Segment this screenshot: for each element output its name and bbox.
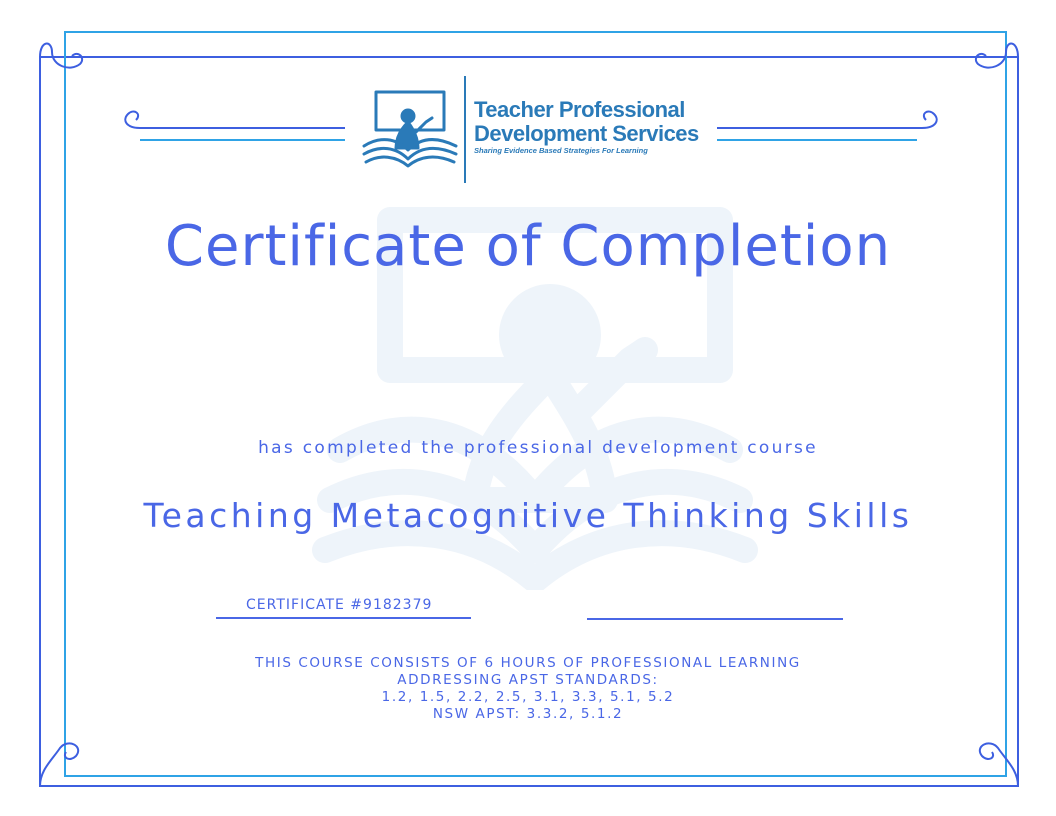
- certificate-number: CERTIFICATE #9182379: [246, 597, 433, 613]
- corner-scroll-top-right: [976, 44, 1018, 68]
- course-hours-detail: THIS COURSE CONSISTS OF 6 HOURS OF PROFESSIONAL LEARNING: [255, 655, 801, 671]
- completion-statement: has completed the professional development course: [258, 438, 818, 458]
- corner-scroll-bottom-right: [980, 743, 1018, 786]
- header-flourish-right: [717, 112, 937, 140]
- certificate-title: Certificate of Completion: [164, 214, 892, 279]
- logo-name-line1: Teacher Professional: [474, 97, 685, 122]
- apst-standards-list: 1.2, 1.5, 2.2, 2.5, 3.1, 3.3, 5.1, 5.2: [381, 689, 675, 705]
- logo-name-line2: Development Services: [474, 121, 699, 146]
- signature-line-right: [587, 618, 843, 620]
- signature-line-left: [216, 617, 471, 619]
- header-flourish-left: [125, 112, 345, 140]
- logo-tagline: Sharing Evidence Based Strategies For Learning: [474, 146, 648, 155]
- nsw-apst-standards: NSW APST: 3.3.2, 5.1.2: [432, 706, 624, 722]
- logo-teacher-book-icon: [362, 88, 458, 170]
- corner-scroll-bottom-left: [40, 743, 78, 786]
- corner-scroll-top-left: [40, 44, 82, 68]
- standards-heading: ADDRESSING APST STANDARDS:: [397, 672, 659, 688]
- logo-divider: [464, 76, 466, 183]
- course-name: Teaching Metacognitive Thinking Skills: [143, 496, 913, 535]
